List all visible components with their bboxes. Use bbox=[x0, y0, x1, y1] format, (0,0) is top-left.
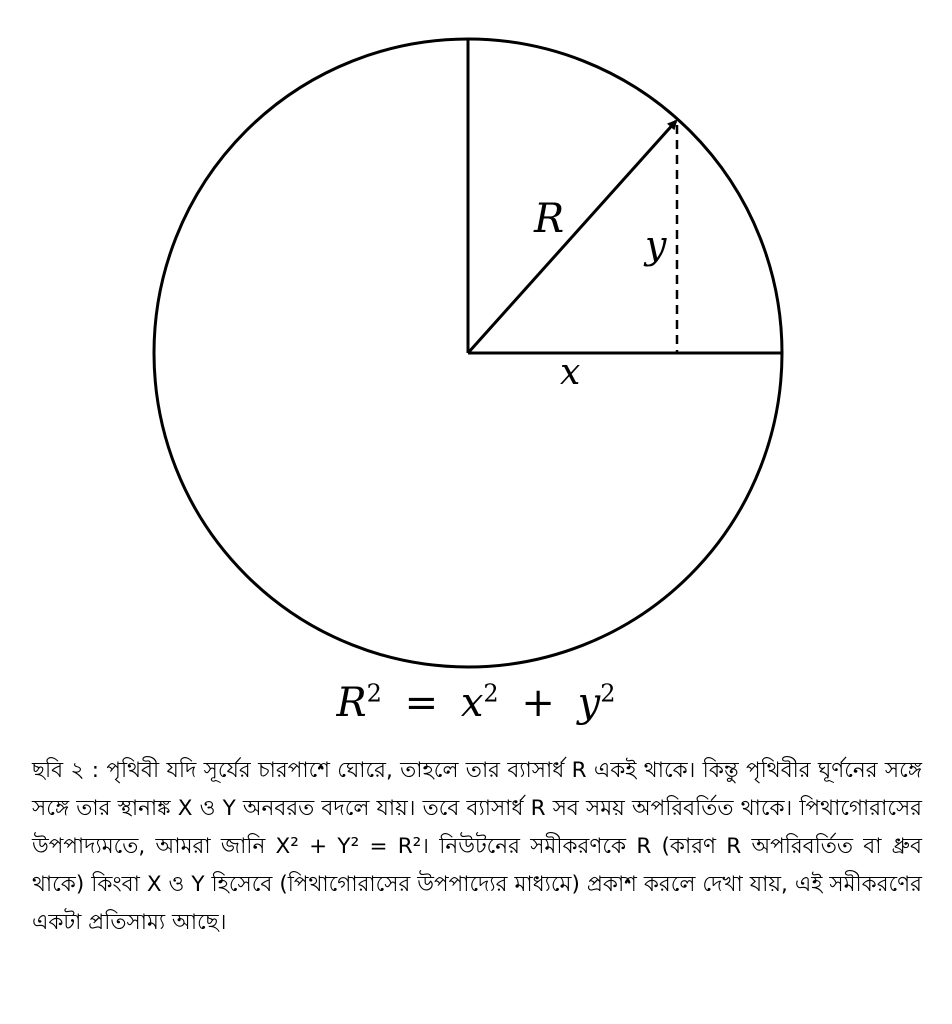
radius-label: R bbox=[534, 196, 565, 242]
figure-caption bbox=[32, 752, 922, 942]
eq-plus: + bbox=[521, 680, 555, 726]
eq-term2-exp: 2 bbox=[600, 679, 616, 708]
eq-term2-var: y bbox=[577, 680, 601, 726]
eq-lhs-var: R bbox=[336, 680, 367, 726]
eq-term1-exp: 2 bbox=[483, 679, 499, 708]
eq-equals: = bbox=[404, 680, 439, 726]
caption-text: ছবি ২ : পৃথিবী যদি সূর্যের চারপাশে ঘোরে, তাহলে তার ব্যাসার্ধ R একই থাকে। কিন্তু পৃথিবীর ঘূর্ণনের সঙ্গে সঙ্গে তার স্থানাঙ্ক X ও Y অনবরত বদলে যায়। তবে ব্যাসার্ধ R সব সময় অপরিবর্তিত থাকে। পিথাগোরাসের উপপাদ্যমতে, আমরা জানি X² + Y² = R²। নিউটনের সমীকরণকে R (কারণ R অপরিবর্তিত বা ধ্রুব থাকে) কিংবা X ও Y হিসেবে (পিথাগোরাসের উপপাদ্যের মাধ্যমে) প্রকাশ করলে দেখা যায়, এই সমীকরণের একটা প্রতিসাম্য আছে। bbox=[32, 758, 922, 935]
y-label: y bbox=[645, 223, 667, 267]
eq-lhs-exp: 2 bbox=[366, 679, 382, 708]
pythagorean-equation bbox=[0, 680, 952, 726]
eq-term1-var: x bbox=[460, 680, 484, 726]
x-label: x bbox=[560, 352, 581, 393]
